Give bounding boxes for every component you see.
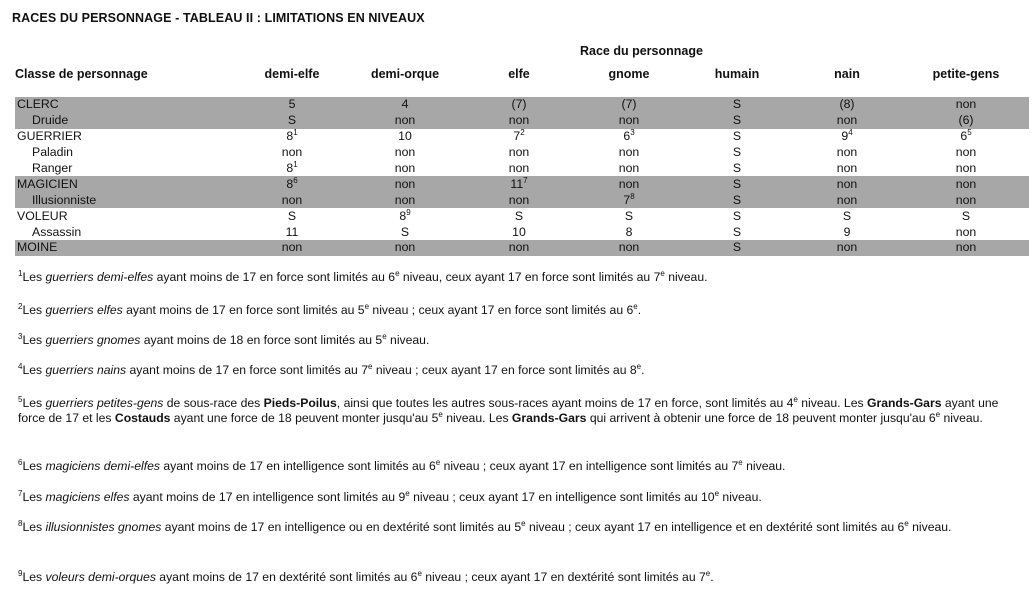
level-cell xyxy=(237,192,347,208)
level-cell xyxy=(575,113,683,129)
class-label: MAGICIEN xyxy=(15,176,237,192)
footnote-text: Grands-Gars xyxy=(511,411,587,425)
race-header-nain: nain xyxy=(834,67,860,81)
level-cell xyxy=(463,224,575,240)
ordinal-suffix: e xyxy=(405,489,410,498)
level-value: non xyxy=(394,176,416,191)
level-value: 7 xyxy=(513,129,521,144)
footnote-ref: 1 xyxy=(293,128,298,138)
footnote-text: niveau ; ceux ayant 17 en intelligence sont limités au 10 xyxy=(409,490,715,504)
level-cell xyxy=(683,224,791,240)
footnote-ref: 7 xyxy=(523,175,528,185)
level-cell xyxy=(903,161,1029,177)
footnote-ref: 9 xyxy=(406,207,411,217)
level-value: non xyxy=(508,113,530,128)
footnote-text: niveau ; ceux ayant 17 en intelligence et en dextérité sont limités au 6 xyxy=(525,520,905,534)
level-cell xyxy=(463,240,575,256)
level-value: 6 xyxy=(623,129,631,144)
footnote-text: Les xyxy=(22,396,46,410)
level-cell xyxy=(683,129,791,145)
level-cell xyxy=(575,161,683,177)
level-value: non xyxy=(508,161,530,175)
class-column-header: Classe de personnage xyxy=(15,67,148,81)
footnote-text: niveau. Les xyxy=(797,396,867,410)
footnote-text: Pieds-Poilus xyxy=(263,396,337,410)
footnote-number: 3 xyxy=(18,332,23,341)
level-value: non xyxy=(394,161,416,175)
footnote-text: Les xyxy=(22,303,46,317)
level-limits-table xyxy=(15,67,1029,256)
level-value: 8 xyxy=(286,129,294,144)
level-cell xyxy=(683,161,791,177)
race-group-header: Race du personnage xyxy=(580,44,703,58)
footnote-text: niveau. xyxy=(940,411,983,425)
level-value: S xyxy=(732,224,742,239)
footnote-text: Grands-Gars xyxy=(866,396,942,410)
level-cell xyxy=(903,208,1029,224)
ordinal-suffix: e xyxy=(438,410,443,419)
footnote-number: 9 xyxy=(18,569,23,578)
level-cell xyxy=(683,208,791,224)
table-title: RACES DU PERSONNAGE - TABLEAU II : LIMITATIONS EN NIVEAUX xyxy=(12,11,425,25)
level-value: non xyxy=(955,224,977,239)
level-cell xyxy=(791,192,903,208)
footnote-text: illusionnistes gnomes xyxy=(45,520,162,534)
level-value: S xyxy=(624,208,634,223)
footnote xyxy=(18,570,1026,585)
ordinal-suffix: e xyxy=(660,269,665,278)
class-label: MOINE xyxy=(15,240,237,256)
level-cell xyxy=(347,129,463,145)
level-value: S xyxy=(732,240,742,255)
level-value: 8 xyxy=(625,224,633,239)
level-cell xyxy=(903,240,1029,256)
footnote-text: Costauds xyxy=(114,411,171,425)
level-cell xyxy=(463,176,575,192)
level-value: non xyxy=(955,97,977,112)
level-value: non xyxy=(618,161,640,175)
level-value: 8 xyxy=(399,208,407,223)
level-cell xyxy=(683,240,791,256)
footnote-text: ayant une force de 18 peuvent monter jusqu'au 5 xyxy=(170,411,439,425)
footnote xyxy=(18,520,1026,535)
level-value: non xyxy=(618,145,640,160)
level-cell xyxy=(683,192,791,208)
ordinal-suffix: e xyxy=(367,362,373,371)
footnote-text: guerriers elfes xyxy=(45,303,123,317)
level-value: non xyxy=(281,192,303,207)
table-row xyxy=(15,192,1029,208)
footnote-text: Les xyxy=(22,570,46,584)
level-cell xyxy=(575,129,683,145)
footnote-text: ayant moins de 17 en force sont limités au 6 xyxy=(153,270,396,284)
footnote-text: niveau ; ceux ayant 17 en force sont limités au 6 xyxy=(369,303,634,317)
ordinal-suffix: e xyxy=(904,519,909,528)
level-value: S xyxy=(514,208,524,223)
level-value: non xyxy=(394,240,416,255)
footnote-text: ayant moins de 17 en dextérité sont limités au 6 xyxy=(155,570,418,584)
level-value: 10 xyxy=(398,129,412,144)
footnote-text: ayant moins de 17 en intelligence sont limités au 9 xyxy=(129,490,406,504)
table-row xyxy=(15,208,1029,224)
footnote-ref: 5 xyxy=(967,128,972,138)
level-cell xyxy=(575,240,683,256)
footnote-ref: 4 xyxy=(848,128,853,138)
footnote-text: ayant moins de 18 en force sont limités au 5 xyxy=(140,333,383,347)
level-cell xyxy=(903,145,1029,161)
footnote-text: niveau. Les xyxy=(442,411,512,425)
ordinal-suffix: e xyxy=(633,302,638,311)
footnote-number: 1 xyxy=(18,269,23,278)
footnote-ref: 3 xyxy=(630,128,635,138)
level-cell xyxy=(463,192,575,208)
level-cell xyxy=(237,208,347,224)
level-value: (8) xyxy=(839,97,855,112)
footnote-text: Les xyxy=(22,363,46,377)
level-cell xyxy=(575,224,683,240)
level-value: 9 xyxy=(843,224,851,239)
footnote xyxy=(18,490,1026,505)
level-value: non xyxy=(281,240,303,255)
level-cell xyxy=(683,113,791,129)
ordinal-suffix: e xyxy=(364,302,370,311)
level-cell xyxy=(575,97,683,113)
level-cell xyxy=(237,240,347,256)
footnote-text: niveau ; ceux ayant 17 en dextérité sont limités au 7 xyxy=(421,570,706,584)
ordinal-suffix: e xyxy=(714,489,720,498)
level-value: 8 xyxy=(286,161,294,175)
level-cell xyxy=(791,113,903,129)
level-cell xyxy=(463,145,575,161)
level-cell xyxy=(575,208,683,224)
level-value: S xyxy=(400,224,410,239)
level-cell xyxy=(903,224,1029,240)
table-row xyxy=(15,129,1029,145)
level-value: S xyxy=(287,113,297,128)
ordinal-suffix: e xyxy=(793,395,798,404)
level-cell xyxy=(347,192,463,208)
level-value: S xyxy=(732,129,742,144)
level-cell xyxy=(791,129,903,145)
footnote-text: Les xyxy=(22,270,46,284)
level-cell xyxy=(903,97,1029,113)
level-value: 8 xyxy=(286,176,294,191)
footnote xyxy=(18,459,1026,474)
footnote-text: ayant moins de 17 en force sont limités au 5 xyxy=(122,303,365,317)
level-cell xyxy=(575,145,683,161)
footnote-ref: 8 xyxy=(630,191,635,201)
footnote-text: . xyxy=(710,570,714,584)
class-label: Assassin xyxy=(32,224,82,239)
race-header-elfe: elfe xyxy=(508,67,530,81)
level-cell xyxy=(237,129,347,145)
footnote-text: ayant une force de 17 et les xyxy=(18,396,999,425)
level-value: S xyxy=(732,145,742,160)
level-cell xyxy=(575,176,683,192)
race-header-gnome: gnome xyxy=(608,67,650,81)
level-value: non xyxy=(394,192,416,207)
table-row xyxy=(15,113,1029,129)
level-value: non xyxy=(508,240,530,255)
level-value: non xyxy=(955,240,977,255)
footnote-text: Les xyxy=(22,333,46,347)
footnote-text: . xyxy=(637,303,642,317)
level-value: (7) xyxy=(621,97,637,112)
table-body xyxy=(15,97,1029,256)
level-cell xyxy=(903,176,1029,192)
level-cell xyxy=(463,208,575,224)
table-row xyxy=(15,176,1029,192)
level-value: 10 xyxy=(512,224,526,239)
table-row xyxy=(15,161,1029,177)
level-value: 7 xyxy=(623,192,631,207)
class-label: Illusionniste xyxy=(15,192,237,208)
footnote-text: . xyxy=(641,363,645,377)
level-value: S xyxy=(732,161,742,175)
level-value: non xyxy=(281,145,303,160)
ordinal-suffix: e xyxy=(435,458,441,467)
level-cell xyxy=(791,224,903,240)
level-value: S xyxy=(732,176,742,191)
level-value: 9 xyxy=(841,129,849,144)
footnote-text: niveau. xyxy=(664,270,708,284)
level-cell xyxy=(791,145,903,161)
level-value: non xyxy=(955,192,977,207)
footnote-text: , ainsi que toutes les autres sous-races ayant moins de 17 en force, sont limités au 4 xyxy=(336,396,794,410)
ordinal-suffix: e xyxy=(738,458,743,467)
race-header-demi-elfe: demi-elfe xyxy=(264,67,320,81)
footnote xyxy=(18,363,1026,378)
level-cell xyxy=(463,113,575,129)
level-value: non xyxy=(955,145,977,160)
footnote-ref: 1 xyxy=(293,160,298,169)
footnote-text: guerriers petites-gens xyxy=(45,396,164,410)
race-header-petite-gens: petite-gens xyxy=(932,67,1000,81)
footnote xyxy=(18,270,1026,285)
footnote-text: niveau. xyxy=(719,490,762,504)
footnote-number: 6 xyxy=(18,458,23,467)
ordinal-suffix: e xyxy=(636,362,642,371)
level-value: 5 xyxy=(288,97,296,112)
footnote-number: 2 xyxy=(18,302,23,311)
footnote-text: Les xyxy=(22,459,46,473)
level-cell xyxy=(903,113,1029,129)
level-value: non xyxy=(836,161,858,175)
class-label: VOLEUR xyxy=(17,208,68,223)
table-row xyxy=(15,240,1029,256)
level-cell xyxy=(683,97,791,113)
class-label: CLERC xyxy=(15,97,237,113)
level-value: (7) xyxy=(511,97,527,112)
footnote-text: magiciens demi-elfes xyxy=(45,459,160,473)
level-value: non xyxy=(955,161,977,175)
level-cell xyxy=(347,113,463,129)
level-value: non xyxy=(836,113,858,128)
level-value: S xyxy=(732,192,742,207)
footnote-text: guerriers demi-elfes xyxy=(45,270,154,284)
level-value: non xyxy=(836,176,858,191)
level-value: non xyxy=(508,145,530,160)
level-value: S xyxy=(732,97,742,112)
level-cell xyxy=(791,97,903,113)
level-cell xyxy=(347,161,463,177)
footnote-number: 4 xyxy=(18,362,23,371)
footnote-ref: 6 xyxy=(293,175,298,185)
ordinal-suffix: e xyxy=(521,519,526,528)
level-value: S xyxy=(842,208,852,223)
level-cell xyxy=(347,224,463,240)
level-value: S xyxy=(961,208,971,223)
level-cell xyxy=(791,161,903,177)
level-value: S xyxy=(732,113,742,128)
footnote xyxy=(18,396,1026,426)
level-value: 4 xyxy=(401,97,409,112)
footnote-number: 5 xyxy=(18,395,23,404)
level-value: non xyxy=(394,145,416,160)
race-header-humain: humain xyxy=(714,67,760,81)
header-row xyxy=(15,67,1029,87)
footnote-text: ayant moins de 17 en intelligence ou en dextérité sont limités au 5 xyxy=(161,520,522,534)
ordinal-suffix: e xyxy=(935,410,941,419)
level-cell xyxy=(791,176,903,192)
footnote-text: magiciens elfes xyxy=(45,490,130,504)
level-value: non xyxy=(618,176,640,191)
level-value: non xyxy=(394,113,416,128)
level-value: 11 xyxy=(510,176,524,191)
footnote-text: niveau ; ceux ayant 17 en force sont limités au 8 xyxy=(372,363,637,377)
level-value: non xyxy=(618,240,640,255)
level-cell xyxy=(903,192,1029,208)
ordinal-suffix: e xyxy=(395,269,400,278)
level-value: non xyxy=(618,113,640,128)
footnote xyxy=(18,333,1026,348)
level-cell xyxy=(575,192,683,208)
level-value: 11 xyxy=(285,224,299,239)
level-cell xyxy=(791,208,903,224)
table-row xyxy=(15,224,1029,240)
class-label: Paladin xyxy=(32,145,74,160)
footnote-ref: 2 xyxy=(520,128,525,138)
level-cell xyxy=(237,97,347,113)
footnote-text: Les xyxy=(22,490,46,504)
level-value: non xyxy=(508,192,530,207)
level-value: non xyxy=(836,145,858,160)
level-cell xyxy=(463,161,575,177)
footnote-text: niveau. xyxy=(742,459,786,473)
level-cell xyxy=(347,240,463,256)
ordinal-suffix: e xyxy=(382,332,387,341)
footnote-text: qui arrivent à obtenir une force de 18 peuvent monter jusqu'au 6 xyxy=(586,411,936,425)
footnote-number: 7 xyxy=(18,489,23,498)
table-row xyxy=(15,97,1029,113)
level-value: non xyxy=(955,176,977,191)
footnote-text: de sous-race des xyxy=(163,396,264,410)
level-cell xyxy=(791,240,903,256)
footnote-text: ayant moins de 17 en force sont limités au 7 xyxy=(126,363,368,377)
level-value: non xyxy=(836,240,858,255)
level-cell xyxy=(237,176,347,192)
level-cell xyxy=(237,145,347,161)
level-cell xyxy=(237,161,347,177)
class-label: GUERRIER xyxy=(17,129,82,144)
level-cell xyxy=(347,208,463,224)
level-cell xyxy=(347,97,463,113)
level-value: S xyxy=(732,208,742,223)
footnote-text: guerriers gnomes xyxy=(45,333,141,347)
level-cell xyxy=(463,129,575,145)
class-label: Druide xyxy=(15,113,237,129)
footnote-text: guerriers nains xyxy=(45,363,127,377)
level-cell xyxy=(683,145,791,161)
footnote-text: ayant moins de 17 en intelligence sont limités au 6 xyxy=(159,459,436,473)
level-cell xyxy=(347,145,463,161)
footnote-text: Les xyxy=(22,520,46,534)
level-value: 6 xyxy=(960,129,968,144)
level-value: (6) xyxy=(958,113,974,128)
footnote-text: niveau ; ceux ayant 17 en intelligence sont limités au 7 xyxy=(440,459,739,473)
footnote-text: niveau. xyxy=(908,520,952,534)
level-cell xyxy=(237,224,347,240)
level-cell xyxy=(347,176,463,192)
ordinal-suffix: e xyxy=(417,569,422,578)
level-value: non xyxy=(836,192,858,207)
level-cell xyxy=(237,113,347,129)
level-cell xyxy=(903,129,1029,145)
footnote xyxy=(18,303,1026,318)
level-value: S xyxy=(287,208,297,223)
ordinal-suffix: e xyxy=(705,569,711,578)
level-cell xyxy=(463,97,575,113)
race-header-demi-orque: demi-orque xyxy=(370,67,440,81)
table-row xyxy=(15,145,1029,161)
footnote-number: 8 xyxy=(18,519,23,528)
level-cell xyxy=(683,176,791,192)
footnote-text: voleurs demi-orques xyxy=(45,570,156,584)
footnote-text: niveau, ceux ayant 17 en force sont limités au 7 xyxy=(399,270,661,284)
class-label: Ranger xyxy=(32,161,73,175)
footnote-text: niveau. xyxy=(386,333,430,347)
